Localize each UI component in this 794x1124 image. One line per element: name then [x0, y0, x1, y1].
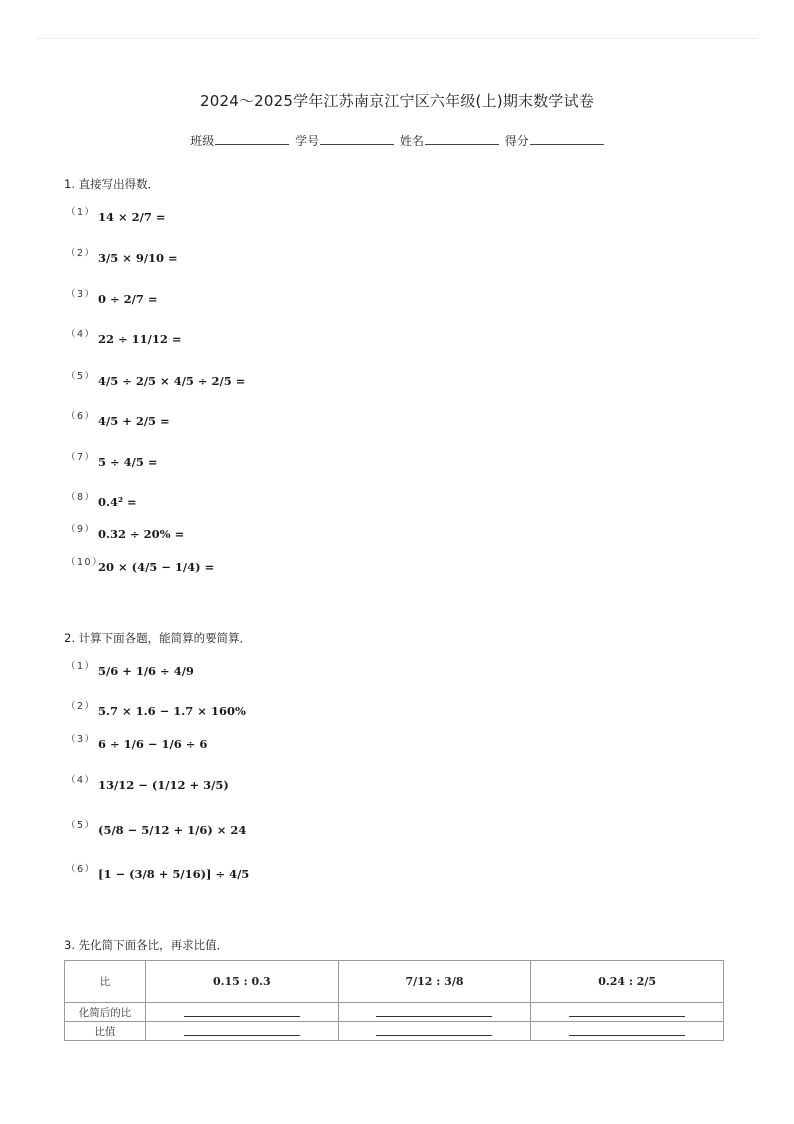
info-class [190, 132, 289, 149]
answer-blank[interactable] [184, 1005, 300, 1017]
section1-heading: 1. 直接写出得数． [64, 177, 160, 191]
simplified-answer-cell-1 [146, 1003, 339, 1022]
info-name-blank[interactable] [425, 132, 499, 145]
section2-question-5 [66, 816, 246, 837]
section1-question-1 [66, 203, 166, 224]
question-number: （4） [66, 329, 96, 340]
question-number: （10） [66, 557, 104, 568]
ratio-table [64, 960, 724, 1041]
question-expression: 5.7 × 1.6 − 1.7 × 160% [98, 704, 246, 718]
question-expression: 13/12 − (1/12 + 3/5) [98, 778, 229, 792]
ratio-value-row [65, 1022, 724, 1041]
section2-heading: 2. 计算下面各题，能简算的要简算． [64, 631, 252, 645]
simplified-answer-cell-3 [531, 1003, 724, 1022]
question-number: （2） [66, 248, 96, 259]
ratio-value-cell-1 [146, 1022, 339, 1041]
section1-question-7 [66, 448, 158, 469]
question-number: （1） [66, 207, 96, 218]
question-number: （3） [66, 734, 96, 745]
question-number: （4） [66, 775, 96, 786]
top-rule [36, 38, 758, 39]
ratio-value-label: 比值 [65, 1022, 146, 1041]
section1-question-2 [66, 244, 178, 265]
section2-question-3 [66, 730, 207, 751]
question-expression: 4/5 + 2/5 = [98, 414, 170, 428]
question-number: （5） [66, 820, 96, 831]
info-score-blank[interactable] [530, 132, 604, 145]
info-student-id-label: 学号 [295, 134, 320, 148]
info-name [400, 132, 499, 149]
question-expression: 5/6 + 1/6 ÷ 4/9 [98, 664, 194, 678]
question-expression: 14 × 2/7 = [98, 210, 166, 224]
info-student-id [295, 132, 394, 149]
section2-question-4 [66, 771, 229, 792]
question-number: （6） [66, 411, 96, 422]
answer-blank[interactable] [376, 1005, 492, 1017]
question-expression: 0.32 ÷ 20% = [98, 527, 185, 541]
question-expression: 6 ÷ 1/6 − 1/6 ÷ 6 [98, 737, 208, 751]
info-score-label: 得分 [504, 134, 529, 148]
ratio-value-cell-2 [338, 1022, 531, 1041]
section1-question-3 [66, 285, 158, 306]
info-student-id-blank[interactable] [320, 132, 394, 145]
answer-blank[interactable] [376, 1024, 492, 1036]
answer-blank[interactable] [184, 1024, 300, 1036]
simplified-ratio-label: 化简后的比 [65, 1003, 146, 1022]
section1-question-9 [66, 520, 184, 541]
info-score [505, 132, 604, 149]
question-expression: 22 ÷ 11/12 = [98, 332, 182, 346]
section1-question-5 [66, 367, 245, 388]
section3-heading: 3. 先化简下面各比，再求比值． [64, 938, 229, 952]
question-expression: [1 − (3/8 + 5/16)] ÷ 4/5 [98, 867, 250, 881]
info-name-label: 姓名 [399, 134, 424, 148]
simplified-answer-cell-2 [338, 1003, 531, 1022]
question-number: （7） [66, 452, 96, 463]
question-number: （3） [66, 289, 96, 300]
section1-question-6 [66, 407, 170, 428]
ratio-cell-1: 0.15 : 0.3 [146, 961, 339, 1003]
answer-blank[interactable] [569, 1024, 685, 1036]
ratio-header-label: 比 [65, 961, 146, 1003]
ratio-cell-2: 7/12 : 3/8 [338, 961, 531, 1003]
section1-question-8 [66, 488, 137, 509]
section2-question-6 [66, 860, 249, 881]
question-expression: 4/5 ÷ 2/5 × 4/5 ÷ 2/5 = [98, 374, 246, 388]
simplified-ratio-row [65, 1003, 724, 1022]
question-expression: 0 ÷ 2/7 = [98, 292, 158, 306]
question-number: （5） [66, 371, 96, 382]
exam-title: 2024～2025学年江苏南京江宁区六年级(上)期末数学试卷 [199, 92, 595, 110]
question-expression: (5/8 − 5/12 + 1/6) × 24 [98, 823, 247, 837]
answer-blank[interactable] [569, 1005, 685, 1017]
section1-question-10 [66, 553, 214, 574]
info-class-blank[interactable] [215, 132, 289, 145]
info-class-label: 班级 [190, 134, 215, 148]
question-number: （9） [66, 524, 96, 535]
section2-question-2 [66, 697, 246, 718]
student-info-row [0, 132, 794, 149]
question-number: （2） [66, 701, 96, 712]
ratio-cell-3: 0.24 : 2/5 [531, 961, 724, 1003]
question-expression: 3/5 × 9/10 = [98, 251, 178, 265]
section1-question-4 [66, 325, 182, 346]
question-expression: 20 × (4/5 − 1/4) = [98, 560, 215, 574]
ratio-table-header-row [65, 961, 724, 1003]
question-number: （1） [66, 661, 96, 672]
ratio-value-cell-3 [531, 1022, 724, 1041]
question-expression: 5 ÷ 4/5 = [98, 455, 158, 469]
question-number: （6） [66, 864, 96, 875]
section2-question-1 [66, 657, 194, 678]
question-expression: 0.4² = [98, 495, 137, 509]
question-number: （8） [66, 492, 96, 503]
